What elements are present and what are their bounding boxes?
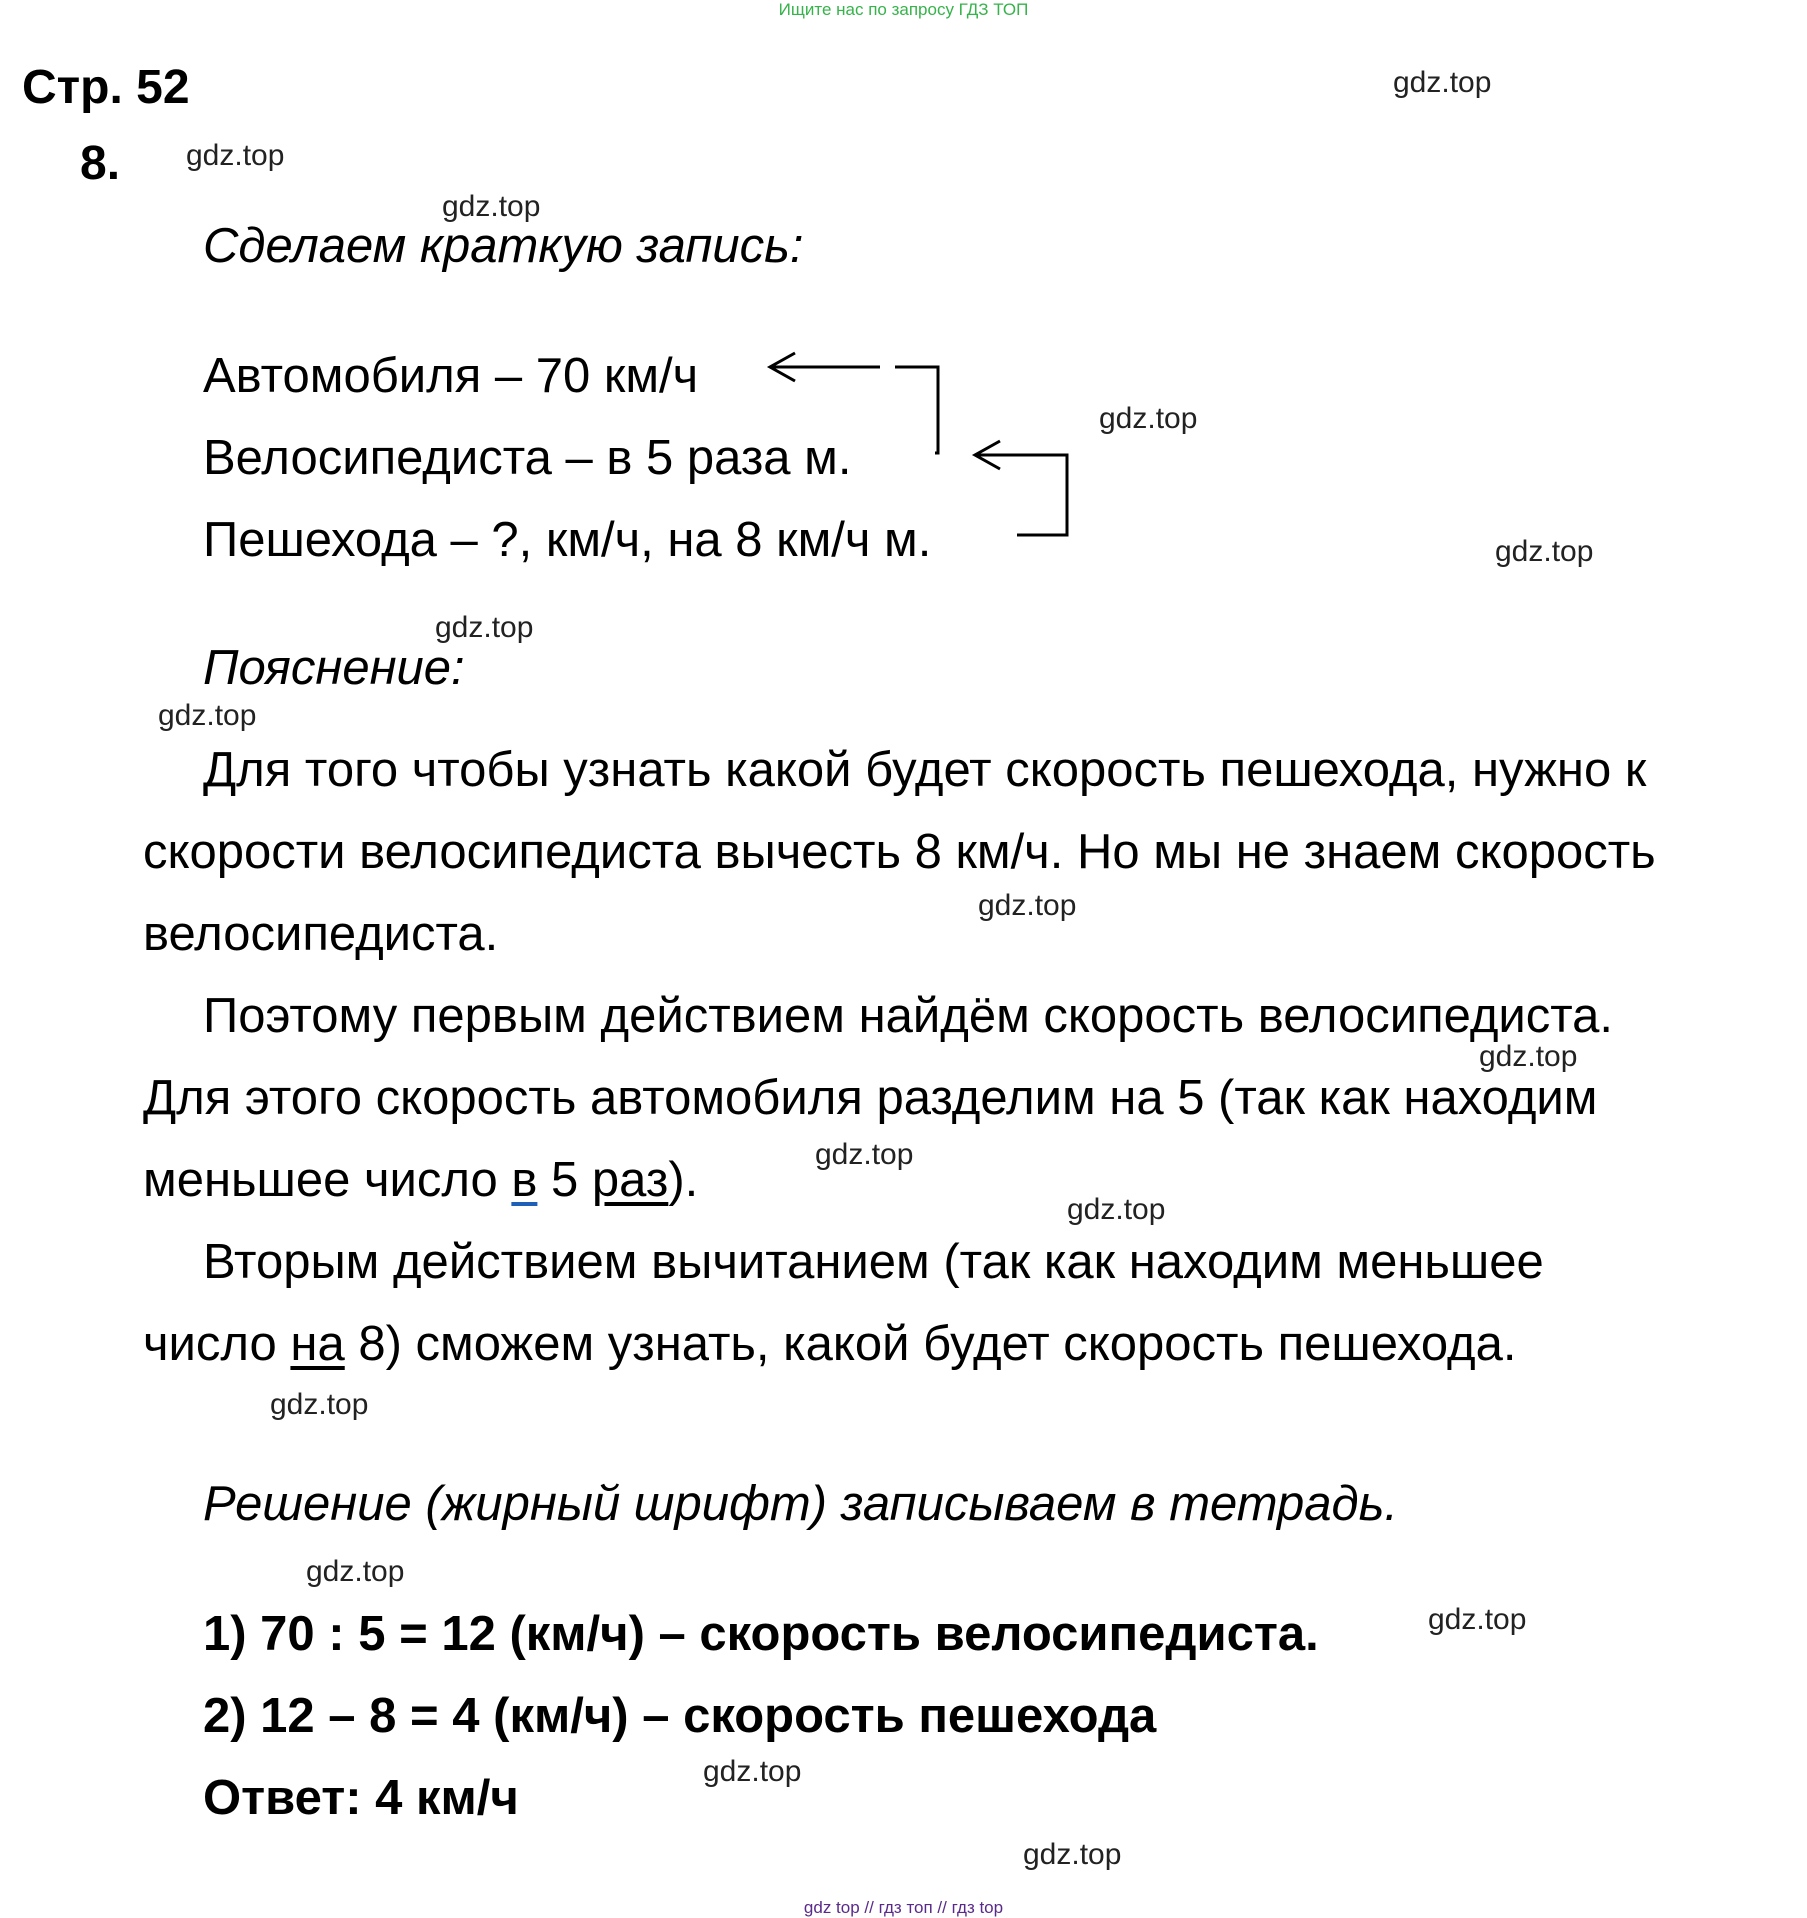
watermark: gdz.top <box>306 1555 405 1588</box>
explanation-line: велосипедиста. <box>143 907 499 961</box>
underlined-raz: раз <box>591 1153 669 1207</box>
answer: Ответ: 4 км/ч <box>203 1771 519 1825</box>
watermark: gdz.top <box>1023 1838 1122 1871</box>
watermark: gdz.top <box>703 1755 802 1788</box>
watermark: gdz.top <box>815 1138 914 1171</box>
footer-watermark: gdz top // гдз топ // гдз top <box>803 1898 1004 1917</box>
task-number: 8. <box>80 137 121 190</box>
watermark: gdz.top <box>1393 66 1492 99</box>
explanation-line: меньшее число в 5 раз). <box>143 1153 699 1207</box>
top-banner: Ищите нас по запросу ГДЗ ТОП <box>778 0 1029 19</box>
watermark: gdz.top <box>1495 535 1594 568</box>
watermark: gdz.top <box>186 139 285 172</box>
explanation-line: Для этого скорость автомобиля разделим на 5 (так как находим <box>143 1071 1598 1125</box>
explanation-title: Пояснение: <box>203 641 465 695</box>
page-label: Стр. 52 <box>22 61 190 114</box>
solution-step-1: 1) 70 : 5 = 12 (км/ч) – скорость велосипедиста. <box>203 1607 1319 1661</box>
solution-step-2: 2) 12 – 8 = 4 (км/ч) – скорость пешехода <box>203 1689 1157 1743</box>
explanation-line: число на 8) сможем узнать, какой будет скорость пешехода. <box>143 1317 1517 1371</box>
explanation-line: скорости велосипедиста вычесть 8 км/ч. Но мы не знаем скорость <box>143 825 1656 879</box>
underlined-v: в <box>511 1153 538 1207</box>
watermark: gdz.top <box>978 889 1077 922</box>
explanation-line: Для того чтобы узнать какой будет скорость пешехода, нужно к <box>203 743 1647 797</box>
record-pedestrian: Пешехода – ?, км/ч, на 8 км/ч м. <box>203 513 932 567</box>
watermark: gdz.top <box>1067 1193 1166 1226</box>
explanation-line: Поэтому первым действием найдём скорость велосипедиста. <box>203 989 1614 1043</box>
short-record-title: Сделаем краткую запись: <box>203 219 804 273</box>
watermark: gdz.top <box>435 611 534 644</box>
watermark: gdz.top <box>270 1388 369 1421</box>
watermark: gdz.top <box>1479 1040 1578 1073</box>
arrow-pedestrian-to-cyclist <box>975 455 1067 535</box>
explanation-line: Вторым действием вычитанием (так как находим меньшее <box>203 1235 1544 1289</box>
solution-note: Решение (жирный шрифт) записываем в тетрадь. <box>203 1477 1398 1531</box>
watermark: gdz.top <box>1428 1603 1527 1636</box>
record-cyclist: Велосипедиста – в 5 раза м. <box>203 431 852 485</box>
watermark: gdz.top <box>1099 402 1198 435</box>
watermark: gdz.top <box>442 190 541 223</box>
watermark: gdz.top <box>158 699 257 732</box>
underlined-na: на <box>290 1317 345 1371</box>
record-car: Автомобиля – 70 км/ч <box>203 349 699 403</box>
